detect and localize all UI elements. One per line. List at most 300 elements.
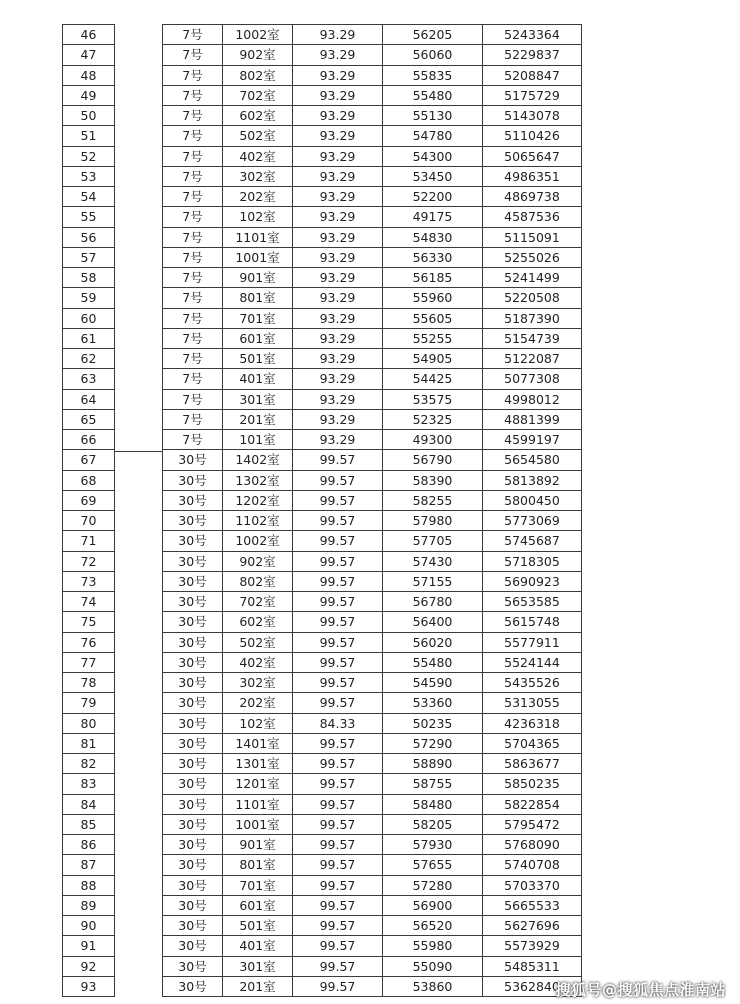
unit-price-cell: 54780 <box>383 126 483 146</box>
row-number-cell: 86 <box>63 835 115 855</box>
table-connector-line <box>115 451 162 452</box>
unit-price-cell: 56185 <box>383 268 483 288</box>
total-price-cell: 5800450 <box>483 490 582 510</box>
area-cell: 93.29 <box>293 187 383 207</box>
room-cell: 402室 <box>223 652 293 672</box>
total-price-cell: 5795472 <box>483 814 582 834</box>
number-row <box>63 166 115 186</box>
number-row <box>63 268 115 288</box>
unit-price-cell: 57155 <box>383 571 483 591</box>
unit-price-cell: 56020 <box>383 632 483 652</box>
area-cell: 93.29 <box>293 85 383 105</box>
building-cell: 7号 <box>163 187 223 207</box>
total-price-cell: 5573929 <box>483 936 582 956</box>
total-price-cell: 5065647 <box>483 146 582 166</box>
table-row <box>163 713 582 733</box>
area-cell: 99.57 <box>293 794 383 814</box>
row-number-cell: 82 <box>63 754 115 774</box>
building-cell: 30号 <box>163 895 223 915</box>
unit-price-cell: 53360 <box>383 693 483 713</box>
unit-price-cell: 54905 <box>383 349 483 369</box>
unit-price-cell: 58255 <box>383 490 483 510</box>
total-price-cell: 5773069 <box>483 511 582 531</box>
unit-price-cell: 54300 <box>383 146 483 166</box>
row-number-cell: 47 <box>63 45 115 65</box>
total-price-cell: 5241499 <box>483 268 582 288</box>
table-row <box>163 956 582 976</box>
number-row <box>63 875 115 895</box>
area-cell: 93.29 <box>293 25 383 45</box>
row-number-cell: 56 <box>63 227 115 247</box>
table-row <box>163 592 582 612</box>
building-cell: 7号 <box>163 166 223 186</box>
total-price-cell: 5863677 <box>483 754 582 774</box>
table-row <box>163 187 582 207</box>
unit-price-cell: 57280 <box>383 875 483 895</box>
number-row <box>63 652 115 672</box>
building-cell: 7号 <box>163 409 223 429</box>
total-price-cell: 5115091 <box>483 227 582 247</box>
table-row <box>163 207 582 227</box>
table-row <box>163 976 582 996</box>
building-cell: 30号 <box>163 470 223 490</box>
room-cell: 1001室 <box>223 247 293 267</box>
room-cell: 1202室 <box>223 490 293 510</box>
total-price-cell: 5175729 <box>483 85 582 105</box>
room-cell: 802室 <box>223 65 293 85</box>
building-cell: 30号 <box>163 835 223 855</box>
building-cell: 30号 <box>163 571 223 591</box>
room-cell: 302室 <box>223 166 293 186</box>
area-cell: 93.29 <box>293 126 383 146</box>
room-cell: 1402室 <box>223 450 293 470</box>
room-cell: 1201室 <box>223 774 293 794</box>
building-cell: 30号 <box>163 450 223 470</box>
table-row <box>163 794 582 814</box>
total-price-cell: 5255026 <box>483 247 582 267</box>
building-cell: 30号 <box>163 814 223 834</box>
area-cell: 99.57 <box>293 814 383 834</box>
number-row <box>63 956 115 976</box>
building-cell: 30号 <box>163 551 223 571</box>
row-number-cell: 78 <box>63 673 115 693</box>
number-row <box>63 349 115 369</box>
room-cell: 801室 <box>223 855 293 875</box>
building-cell: 30号 <box>163 733 223 753</box>
total-price-cell: 5243364 <box>483 25 582 45</box>
building-cell: 30号 <box>163 976 223 996</box>
room-cell: 102室 <box>223 713 293 733</box>
number-row <box>63 25 115 45</box>
area-cell: 99.57 <box>293 976 383 996</box>
room-cell: 601室 <box>223 895 293 915</box>
row-number-cell: 48 <box>63 65 115 85</box>
total-price-cell: 5615748 <box>483 612 582 632</box>
room-cell: 502室 <box>223 632 293 652</box>
unit-price-cell: 56205 <box>383 25 483 45</box>
building-cell: 30号 <box>163 774 223 794</box>
total-price-cell: 5143078 <box>483 106 582 126</box>
number-row <box>63 65 115 85</box>
room-cell: 201室 <box>223 409 293 429</box>
number-row <box>63 409 115 429</box>
room-cell: 301室 <box>223 956 293 976</box>
area-cell: 99.57 <box>293 652 383 672</box>
table-row <box>163 855 582 875</box>
room-cell: 402室 <box>223 146 293 166</box>
building-cell: 7号 <box>163 349 223 369</box>
row-number-cell: 51 <box>63 126 115 146</box>
row-number-cell: 90 <box>63 916 115 936</box>
table-row <box>163 733 582 753</box>
number-row <box>63 328 115 348</box>
row-number-cell: 87 <box>63 855 115 875</box>
unit-price-cell: 57930 <box>383 835 483 855</box>
table-row <box>163 288 582 308</box>
total-price-cell: 5745687 <box>483 531 582 551</box>
row-number-cell: 79 <box>63 693 115 713</box>
table-row <box>163 106 582 126</box>
room-cell: 602室 <box>223 106 293 126</box>
table-row <box>163 490 582 510</box>
unit-price-cell: 54425 <box>383 369 483 389</box>
room-cell: 901室 <box>223 835 293 855</box>
room-cell: 801室 <box>223 288 293 308</box>
number-row <box>63 146 115 166</box>
number-row <box>63 430 115 450</box>
table-row <box>163 45 582 65</box>
table-row <box>163 65 582 85</box>
table-row <box>163 430 582 450</box>
number-row <box>63 531 115 551</box>
building-cell: 7号 <box>163 288 223 308</box>
total-price-cell: 5850235 <box>483 774 582 794</box>
unit-price-cell: 56060 <box>383 45 483 65</box>
area-cell: 99.57 <box>293 632 383 652</box>
row-number-cell: 84 <box>63 794 115 814</box>
unit-price-cell: 55835 <box>383 65 483 85</box>
row-number-cell: 60 <box>63 308 115 328</box>
total-price-cell: 5704365 <box>483 733 582 753</box>
row-number-cell: 76 <box>63 632 115 652</box>
table-row <box>163 308 582 328</box>
number-row <box>63 369 115 389</box>
number-row <box>63 835 115 855</box>
room-cell: 601室 <box>223 328 293 348</box>
unit-price-cell: 52200 <box>383 187 483 207</box>
room-cell: 1102室 <box>223 511 293 531</box>
number-row <box>63 673 115 693</box>
number-row <box>63 632 115 652</box>
room-cell: 701室 <box>223 875 293 895</box>
row-number-cell: 64 <box>63 389 115 409</box>
table-row <box>163 328 582 348</box>
unit-price-cell: 56520 <box>383 916 483 936</box>
number-row <box>63 895 115 915</box>
unit-price-cell: 58755 <box>383 774 483 794</box>
row-number-cell: 75 <box>63 612 115 632</box>
room-cell: 1002室 <box>223 531 293 551</box>
room-cell: 202室 <box>223 693 293 713</box>
number-row <box>63 207 115 227</box>
row-number-cell: 59 <box>63 288 115 308</box>
number-row <box>63 976 115 996</box>
number-row <box>63 592 115 612</box>
unit-price-cell: 55480 <box>383 85 483 105</box>
table-row <box>163 389 582 409</box>
building-cell: 7号 <box>163 268 223 288</box>
row-number-cell: 61 <box>63 328 115 348</box>
area-cell: 99.57 <box>293 470 383 490</box>
area-cell: 93.29 <box>293 308 383 328</box>
row-number-cell: 85 <box>63 814 115 834</box>
area-cell: 93.29 <box>293 268 383 288</box>
room-cell: 401室 <box>223 369 293 389</box>
number-row <box>63 288 115 308</box>
building-cell: 7号 <box>163 227 223 247</box>
area-cell: 99.57 <box>293 936 383 956</box>
number-row <box>63 227 115 247</box>
unit-price-table-wrapper <box>162 24 581 997</box>
unit-price-cell: 53860 <box>383 976 483 996</box>
row-number-cell: 91 <box>63 936 115 956</box>
row-number-cell: 70 <box>63 511 115 531</box>
room-cell: 901室 <box>223 268 293 288</box>
building-cell: 30号 <box>163 490 223 510</box>
area-cell: 84.33 <box>293 713 383 733</box>
number-row <box>63 916 115 936</box>
area-cell: 99.57 <box>293 895 383 915</box>
area-cell: 99.57 <box>293 754 383 774</box>
building-cell: 30号 <box>163 794 223 814</box>
number-row <box>63 511 115 531</box>
area-cell: 99.57 <box>293 774 383 794</box>
area-cell: 99.57 <box>293 673 383 693</box>
area-cell: 93.29 <box>293 430 383 450</box>
building-cell: 30号 <box>163 855 223 875</box>
row-number-cell: 83 <box>63 774 115 794</box>
room-cell: 501室 <box>223 349 293 369</box>
total-price-cell: 5229837 <box>483 45 582 65</box>
area-cell: 99.57 <box>293 450 383 470</box>
row-number-cell: 67 <box>63 450 115 470</box>
row-number-cell: 66 <box>63 430 115 450</box>
number-row <box>63 794 115 814</box>
row-number-cell: 77 <box>63 652 115 672</box>
area-cell: 99.57 <box>293 551 383 571</box>
building-cell: 30号 <box>163 673 223 693</box>
table-row <box>163 146 582 166</box>
unit-price-cell: 53450 <box>383 166 483 186</box>
unit-price-cell: 58890 <box>383 754 483 774</box>
area-cell: 93.29 <box>293 227 383 247</box>
table-row <box>163 531 582 551</box>
total-price-cell: 5362840 <box>483 976 582 996</box>
unit-price-cell: 52325 <box>383 409 483 429</box>
number-row <box>63 936 115 956</box>
unit-price-cell: 57430 <box>383 551 483 571</box>
table-row <box>163 85 582 105</box>
table-row <box>163 916 582 936</box>
unit-price-cell: 55960 <box>383 288 483 308</box>
row-number-cell: 68 <box>63 470 115 490</box>
number-row <box>63 551 115 571</box>
table-row <box>163 349 582 369</box>
total-price-cell: 5768090 <box>483 835 582 855</box>
total-price-cell: 5208847 <box>483 65 582 85</box>
building-cell: 30号 <box>163 875 223 895</box>
area-cell: 99.57 <box>293 592 383 612</box>
room-cell: 701室 <box>223 308 293 328</box>
unit-price-cell: 57290 <box>383 733 483 753</box>
area-cell: 93.29 <box>293 247 383 267</box>
area-cell: 93.29 <box>293 166 383 186</box>
row-number-cell: 93 <box>63 976 115 996</box>
area-cell: 99.57 <box>293 956 383 976</box>
total-price-cell: 5220508 <box>483 288 582 308</box>
building-cell: 30号 <box>163 592 223 612</box>
area-cell: 93.29 <box>293 349 383 369</box>
room-cell: 1001室 <box>223 814 293 834</box>
row-number-cell: 63 <box>63 369 115 389</box>
row-number-cell: 81 <box>63 733 115 753</box>
row-number-cell: 46 <box>63 25 115 45</box>
total-price-cell: 5435526 <box>483 673 582 693</box>
number-row <box>63 754 115 774</box>
unit-price-cell: 58480 <box>383 794 483 814</box>
row-number-cell: 72 <box>63 551 115 571</box>
row-number-cell: 73 <box>63 571 115 591</box>
building-cell: 30号 <box>163 916 223 936</box>
unit-price-cell: 55090 <box>383 956 483 976</box>
room-cell: 702室 <box>223 85 293 105</box>
room-cell: 102室 <box>223 207 293 227</box>
area-cell: 93.29 <box>293 106 383 126</box>
unit-price-cell: 57980 <box>383 511 483 531</box>
number-row <box>63 187 115 207</box>
table-row <box>163 652 582 672</box>
table-row <box>163 166 582 186</box>
total-price-cell: 5665533 <box>483 895 582 915</box>
unit-price-cell: 54590 <box>383 673 483 693</box>
table-row <box>163 551 582 571</box>
area-cell: 93.29 <box>293 45 383 65</box>
row-number-cell: 71 <box>63 531 115 551</box>
number-row <box>63 45 115 65</box>
row-number-cell: 53 <box>63 166 115 186</box>
row-number-cell: 65 <box>63 409 115 429</box>
area-cell: 93.29 <box>293 389 383 409</box>
room-cell: 1101室 <box>223 227 293 247</box>
building-cell: 7号 <box>163 25 223 45</box>
table-row <box>163 936 582 956</box>
area-cell: 99.57 <box>293 511 383 531</box>
table-row <box>163 612 582 632</box>
area-cell: 99.57 <box>293 693 383 713</box>
area-cell: 93.29 <box>293 288 383 308</box>
number-row <box>63 571 115 591</box>
room-cell: 902室 <box>223 551 293 571</box>
number-row <box>63 126 115 146</box>
room-cell: 802室 <box>223 571 293 591</box>
unit-price-cell: 56330 <box>383 247 483 267</box>
row-number-cell: 92 <box>63 956 115 976</box>
table-row <box>163 693 582 713</box>
number-row <box>63 85 115 105</box>
table-row <box>163 227 582 247</box>
area-cell: 93.29 <box>293 409 383 429</box>
total-price-cell: 5653585 <box>483 592 582 612</box>
total-price-cell: 5110426 <box>483 126 582 146</box>
unit-price-cell: 56900 <box>383 895 483 915</box>
room-cell: 401室 <box>223 936 293 956</box>
unit-price-cell: 56780 <box>383 592 483 612</box>
number-row <box>63 389 115 409</box>
row-number-cell: 69 <box>63 490 115 510</box>
total-price-cell: 5690923 <box>483 571 582 591</box>
row-number-cell: 74 <box>63 592 115 612</box>
area-cell: 93.29 <box>293 369 383 389</box>
unit-price-cell: 56790 <box>383 450 483 470</box>
area-cell: 93.29 <box>293 328 383 348</box>
total-price-cell: 5813892 <box>483 470 582 490</box>
table-row <box>163 814 582 834</box>
number-row <box>63 814 115 834</box>
table-row <box>163 450 582 470</box>
building-cell: 30号 <box>163 693 223 713</box>
room-cell: 1301室 <box>223 754 293 774</box>
unit-price-cell: 55605 <box>383 308 483 328</box>
number-row <box>63 450 115 470</box>
room-cell: 702室 <box>223 592 293 612</box>
table-row <box>163 126 582 146</box>
building-cell: 7号 <box>163 207 223 227</box>
total-price-cell: 5122087 <box>483 349 582 369</box>
area-cell: 99.57 <box>293 531 383 551</box>
total-price-cell: 4998012 <box>483 389 582 409</box>
total-price-cell: 4599197 <box>483 430 582 450</box>
row-number-cell: 58 <box>63 268 115 288</box>
room-cell: 902室 <box>223 45 293 65</box>
number-row <box>63 693 115 713</box>
row-number-cell: 88 <box>63 875 115 895</box>
row-number-cell: 52 <box>63 146 115 166</box>
number-row <box>63 106 115 126</box>
building-cell: 7号 <box>163 45 223 65</box>
total-price-cell: 4869738 <box>483 187 582 207</box>
area-cell: 99.57 <box>293 835 383 855</box>
room-cell: 602室 <box>223 612 293 632</box>
number-row <box>63 612 115 632</box>
area-cell: 99.57 <box>293 733 383 753</box>
total-price-cell: 5154739 <box>483 328 582 348</box>
building-cell: 7号 <box>163 369 223 389</box>
table-row <box>163 571 582 591</box>
unit-price-cell: 58205 <box>383 814 483 834</box>
watermark-text: 搜狐号@搜狐焦点淮南站 <box>555 981 726 999</box>
row-number-column <box>62 24 115 997</box>
table-row <box>163 895 582 915</box>
area-cell: 99.57 <box>293 571 383 591</box>
number-row <box>63 470 115 490</box>
total-price-cell: 4236318 <box>483 713 582 733</box>
unit-price-cell: 54830 <box>383 227 483 247</box>
number-row <box>63 855 115 875</box>
total-price-cell: 5822854 <box>483 794 582 814</box>
row-number-cell: 49 <box>63 85 115 105</box>
building-cell: 30号 <box>163 652 223 672</box>
area-cell: 93.29 <box>293 65 383 85</box>
